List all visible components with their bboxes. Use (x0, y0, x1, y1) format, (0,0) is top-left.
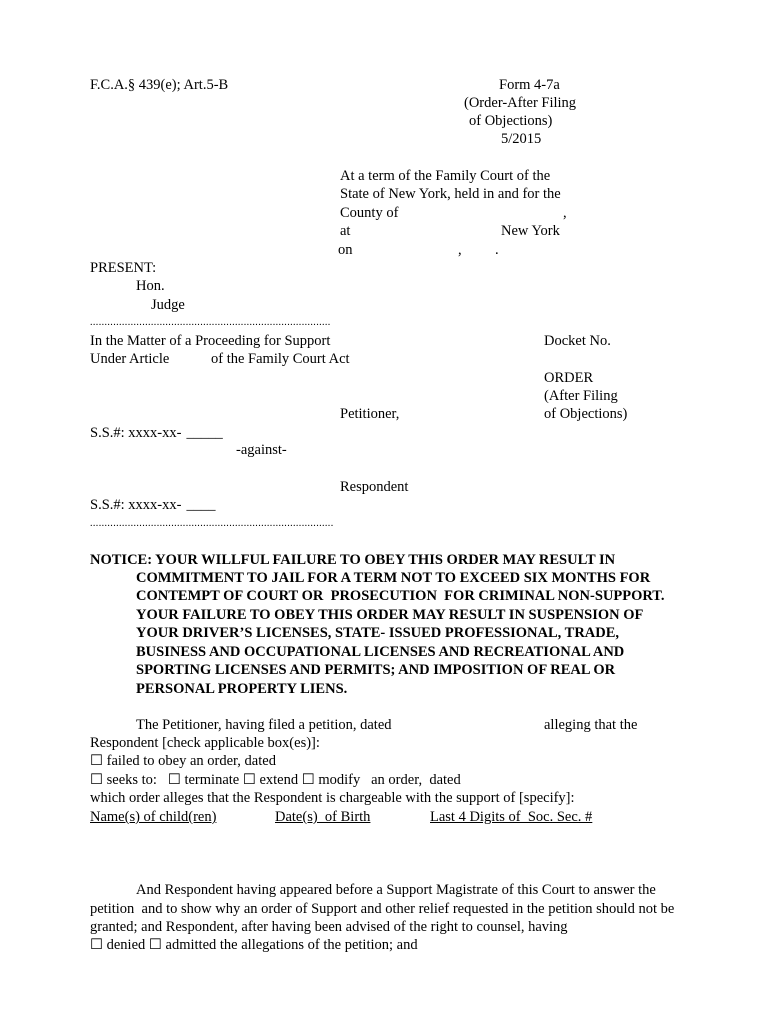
petitioner-label: Petitioner, (340, 406, 400, 422)
hon-label: Hon. (136, 278, 165, 294)
respondent-ssn-prefix: S.S.#: xxxx-xx- (90, 497, 182, 513)
notice-line6: BUSINESS AND OCCUPATIONAL LICENSES AND RECREATIONAL AND (136, 644, 625, 660)
notice-line8: PERSONAL PROPERTY LIENS. (136, 681, 348, 697)
matter-title: In the Matter of a Proceeding for Support (90, 333, 331, 349)
form-description-line1: (Order-After Filing (464, 95, 577, 111)
chargeable-text: which order alleges that the Respondent is chargeable with the support of [specify]: (90, 790, 575, 806)
order-title: ORDER (544, 370, 594, 386)
state-name: New York (501, 223, 560, 239)
family-court-act-label: of the Family Court Act (211, 351, 350, 367)
county-comma: , (563, 205, 567, 221)
docket-label: Docket No. (544, 333, 611, 349)
failed-to-obey-option[interactable]: ☐ failed to obey an order, dated (90, 753, 276, 769)
notice-line2: COMMITMENT TO JAIL FOR A TERM NOT TO EXCEED SIX MONTHS FOR (136, 570, 651, 586)
notice-line1: NOTICE: YOUR WILLFUL FAILURE TO OBEY THIS ORDER MAY RESULT IN (90, 552, 616, 568)
against-label: -against- (236, 442, 287, 458)
ssn-digits-header: Last 4 Digits of Soc. Sec. # (430, 809, 593, 825)
notice-line4: YOUR FAILURE TO OBEY THIS ORDER MAY RESULT IN SUSPENSION OF (136, 607, 644, 623)
court-term-line2: State of New York, held in and for the (340, 186, 561, 202)
statute-citation: F.C.A.§ 439(e); Art.5-B (90, 77, 229, 93)
date-comma: , (458, 242, 462, 258)
order-subtitle-line2: of Objections) (544, 406, 628, 422)
birth-dates-header: Date(s) of Birth (275, 809, 371, 825)
date-period: . (495, 242, 499, 258)
respondent-ssn (90, 496, 215, 514)
appearance-line1: And Respondent having appeared before a Support Magistrate of this Court to answer the (136, 882, 656, 898)
court-term-line1: At a term of the Family Court of the (340, 168, 551, 184)
present-label: PRESENT: (90, 260, 157, 276)
petition-filed-text: The Petitioner, having filed a petition, dated (136, 717, 392, 733)
form-description-line2: of Objections) (469, 113, 553, 129)
denied-admitted-options[interactable]: ☐ denied ☐ admitted the allegations of the petition; and (90, 937, 418, 953)
petitioner-ssn-blank: _____ (186, 425, 223, 441)
notice-line5: YOUR DRIVER’S LICENSES, STATE- ISSUED PROFESSIONAL, TRADE, (136, 625, 620, 641)
at-label: at (340, 223, 351, 239)
seeks-to-options[interactable]: ☐ seeks to: ☐ terminate ☐ extend ☐ modify an order, dated (90, 772, 461, 788)
county-label: County of (340, 205, 399, 221)
order-subtitle-line1: (After Filing (544, 388, 618, 404)
judge-label: Judge (151, 297, 185, 313)
respondent-label: Respondent (340, 479, 409, 495)
appearance-line2: petition and to show why an order of Support and other relief requested in the petition should not be (90, 901, 675, 917)
form-number: Form 4-7a (499, 77, 560, 93)
petitioner-ssn (90, 424, 223, 442)
appearance-line3: granted; and Respondent, after having been advised of the right to counsel, having (90, 919, 568, 935)
children-names-header: Name(s) of child(ren) (90, 809, 217, 825)
on-label: on (338, 242, 353, 258)
respondent-ssn-blank: ____ (186, 497, 216, 513)
respondent-check-text: Respondent [check applicable box(es)]: (90, 735, 320, 751)
form-date: 5/2015 (501, 131, 542, 147)
caption-divider-top: ................................................................................... (90, 317, 331, 328)
under-article-label: Under Article (90, 351, 170, 367)
petitioner-ssn-prefix: S.S.#: xxxx-xx- (90, 425, 182, 441)
notice-line3: CONTEMPT OF COURT OR PROSECUTION FOR CRIMINAL NON-SUPPORT. (136, 588, 665, 604)
alleging-text: alleging that the (544, 717, 638, 733)
caption-divider-bottom: .................................................................................... (90, 518, 334, 529)
notice-line7: SPORTING LICENSES AND PERMITS; AND IMPOSITION OF REAL OR (136, 662, 616, 678)
